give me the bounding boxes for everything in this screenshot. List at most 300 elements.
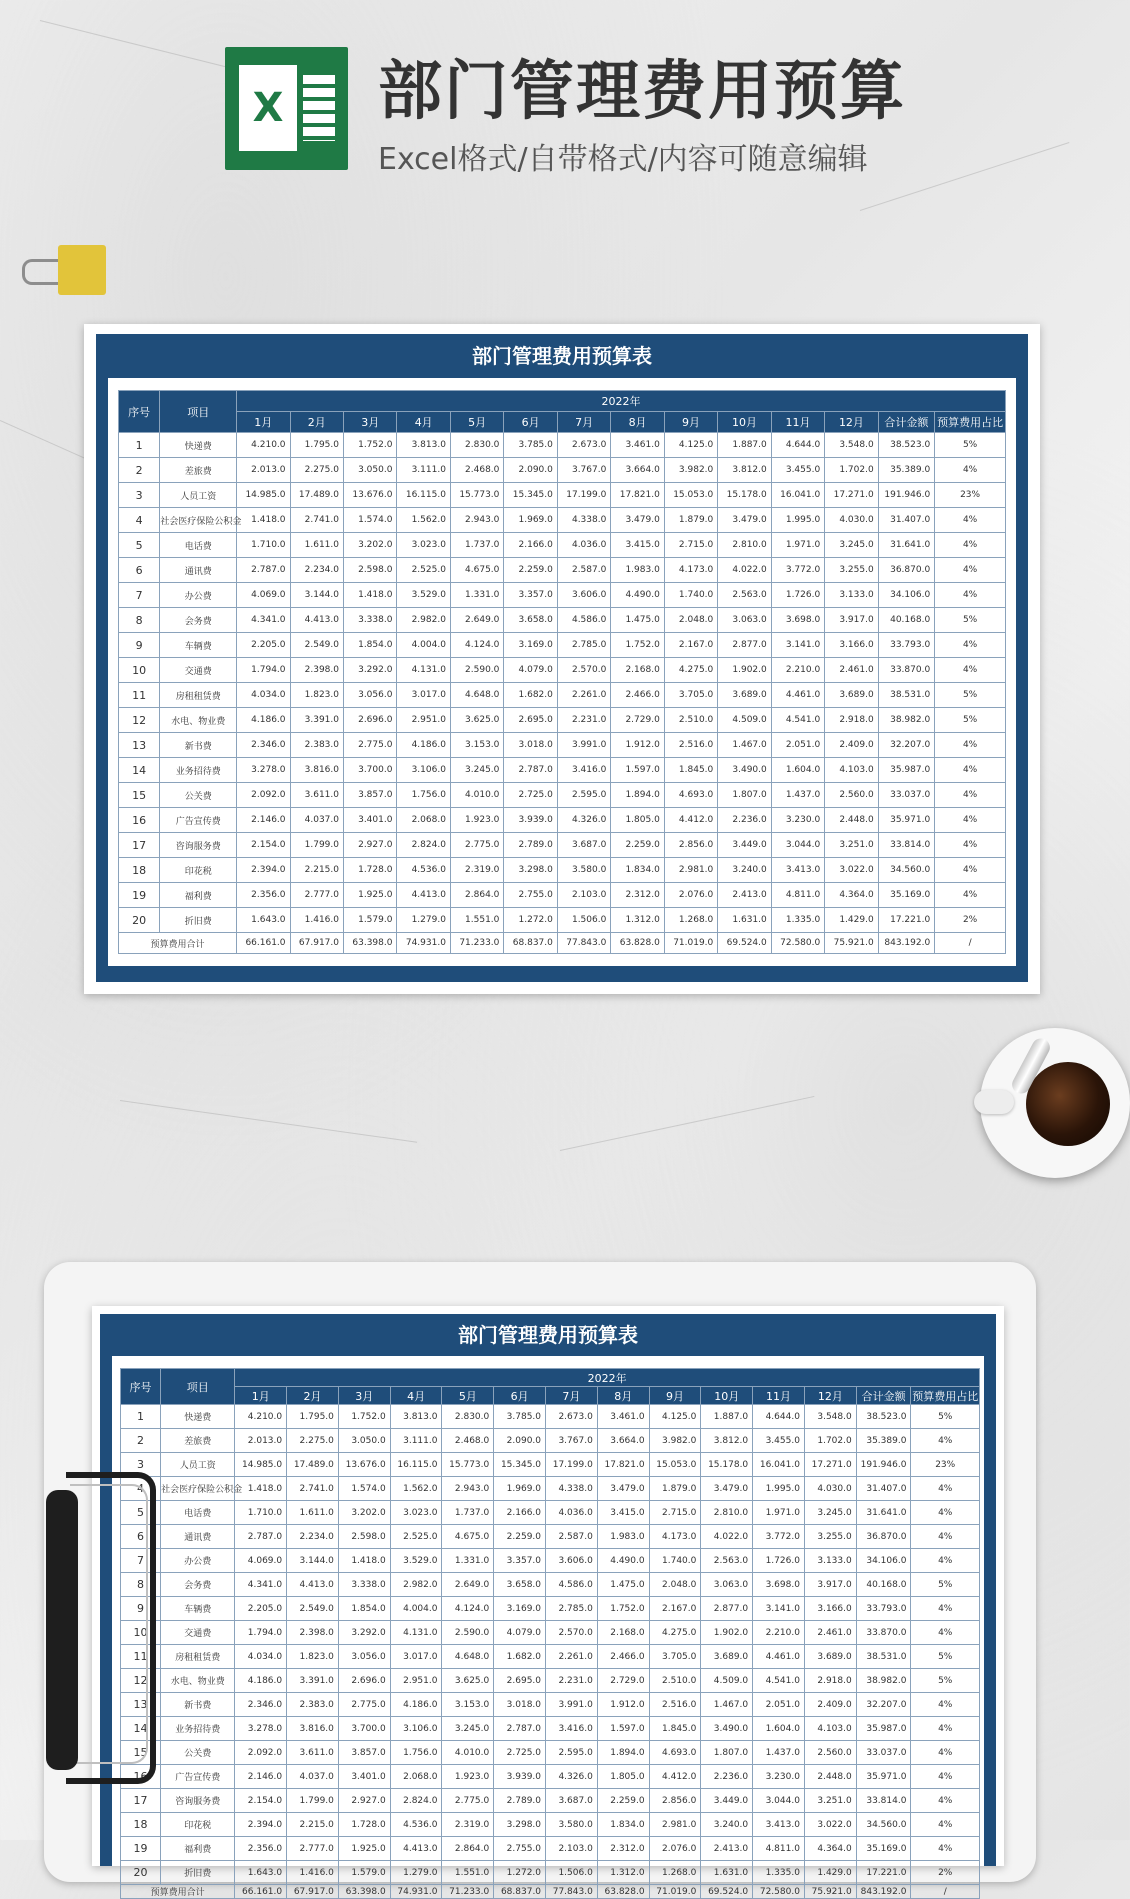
month-value-cell: 3.658.0 xyxy=(504,608,557,633)
month-value-cell: 2.210.0 xyxy=(771,658,824,683)
row-index: 5 xyxy=(119,533,160,558)
row-index: 9 xyxy=(121,1597,161,1621)
month-value-cell: 2.755.0 xyxy=(494,1837,546,1861)
row-item-name: 福利费 xyxy=(160,883,237,908)
month-value-cell: 1.597.0 xyxy=(597,1717,649,1741)
grand-total-cell: 843.192.0 xyxy=(878,933,935,954)
month-value-cell: 2.777.0 xyxy=(287,1837,339,1861)
row-index: 15 xyxy=(119,783,160,808)
month-value-cell: 4.648.0 xyxy=(442,1645,494,1669)
month-value-cell: 4.010.0 xyxy=(442,1741,494,1765)
month-value-cell: 4.131.0 xyxy=(390,1621,442,1645)
col-header-month: 10月 xyxy=(718,412,771,433)
row-ratio-cell: 4% xyxy=(911,1477,980,1501)
month-value-cell: 17.199.0 xyxy=(546,1453,598,1477)
month-value-cell: 1.551.0 xyxy=(450,908,503,933)
row-total-cell: 38.523.0 xyxy=(878,433,935,458)
row-total-cell: 34.560.0 xyxy=(856,1813,911,1837)
month-value-cell: 3.548.0 xyxy=(825,433,878,458)
month-value-cell: 1.879.0 xyxy=(664,508,717,533)
clipboard-clip-icon xyxy=(44,1472,156,1772)
table-row xyxy=(121,1525,980,1549)
month-value-cell: 2.383.0 xyxy=(290,733,343,758)
month-value-cell: 2.856.0 xyxy=(649,1789,701,1813)
row-item-name: 印花税 xyxy=(160,858,237,883)
row-index: 15 xyxy=(121,1741,161,1765)
month-value-cell: 3.625.0 xyxy=(442,1669,494,1693)
month-value-cell: 1.795.0 xyxy=(290,433,343,458)
row-index: 10 xyxy=(121,1621,161,1645)
month-value-cell: 1.805.0 xyxy=(611,808,664,833)
row-item-name: 电话费 xyxy=(160,533,237,558)
row-total-cell: 33.793.0 xyxy=(856,1597,911,1621)
month-value-cell: 2.205.0 xyxy=(237,633,290,658)
row-ratio-cell: 23% xyxy=(911,1453,980,1477)
table-row xyxy=(121,1741,980,1765)
month-value-cell: 2.076.0 xyxy=(649,1837,701,1861)
month-value-cell: 2.146.0 xyxy=(235,1765,287,1789)
month-value-cell: 2.346.0 xyxy=(235,1693,287,1717)
month-value-cell: 1.728.0 xyxy=(338,1813,390,1837)
month-value-cell: 4.037.0 xyxy=(287,1765,339,1789)
marble-vein xyxy=(40,20,234,69)
month-total-cell: 66.161.0 xyxy=(237,933,290,954)
month-value-cell: 1.726.0 xyxy=(771,583,824,608)
month-value-cell: 4.034.0 xyxy=(237,683,290,708)
month-value-cell: 4.364.0 xyxy=(825,883,878,908)
month-value-cell: 2.595.0 xyxy=(546,1741,598,1765)
month-value-cell: 2.409.0 xyxy=(825,733,878,758)
row-index: 19 xyxy=(119,883,160,908)
month-value-cell: 13.676.0 xyxy=(338,1453,390,1477)
month-value-cell: 3.705.0 xyxy=(664,683,717,708)
row-ratio-cell: 2% xyxy=(911,1861,980,1885)
month-value-cell: 1.969.0 xyxy=(504,508,557,533)
month-value-cell: 3.813.0 xyxy=(390,1405,442,1429)
row-index: 10 xyxy=(119,658,160,683)
month-value-cell: 17.821.0 xyxy=(597,1453,649,1477)
month-value-cell: 2.215.0 xyxy=(287,1813,339,1837)
month-value-cell: 4.069.0 xyxy=(237,583,290,608)
month-value-cell: 15.053.0 xyxy=(649,1453,701,1477)
month-value-cell: 1.710.0 xyxy=(235,1501,287,1525)
month-value-cell: 4.509.0 xyxy=(701,1669,753,1693)
month-value-cell: 4.644.0 xyxy=(771,433,824,458)
month-value-cell: 2.076.0 xyxy=(664,883,717,908)
month-value-cell: 2.356.0 xyxy=(237,883,290,908)
month-value-cell: 3.529.0 xyxy=(390,1549,442,1573)
row-index: 17 xyxy=(119,833,160,858)
table-row xyxy=(121,1501,980,1525)
month-value-cell: 4.210.0 xyxy=(237,433,290,458)
table-row xyxy=(119,633,1006,658)
month-value-cell: 1.726.0 xyxy=(753,1549,805,1573)
month-total-cell: 71.019.0 xyxy=(649,1885,701,1899)
table-row xyxy=(119,908,1006,933)
month-total-cell: 68.837.0 xyxy=(494,1885,546,1899)
row-total-cell: 38.531.0 xyxy=(878,683,935,708)
month-value-cell: 2.715.0 xyxy=(664,533,717,558)
month-value-cell: 1.437.0 xyxy=(753,1741,805,1765)
row-index: 11 xyxy=(121,1645,161,1669)
month-value-cell: 3.357.0 xyxy=(504,583,557,608)
month-value-cell: 1.902.0 xyxy=(701,1621,753,1645)
month-total-cell: 71.233.0 xyxy=(450,933,503,954)
row-index: 2 xyxy=(121,1429,161,1453)
month-value-cell: 2.090.0 xyxy=(504,458,557,483)
month-value-cell: 4.275.0 xyxy=(664,658,717,683)
month-value-cell: 1.912.0 xyxy=(597,1693,649,1717)
month-value-cell: 1.335.0 xyxy=(753,1861,805,1885)
row-item-name: 车辆费 xyxy=(160,633,237,658)
month-value-cell: 3.461.0 xyxy=(611,433,664,458)
row-index: 1 xyxy=(119,433,160,458)
row-ratio-cell: 4% xyxy=(911,1429,980,1453)
row-ratio-cell: 4% xyxy=(935,508,1006,533)
month-value-cell: 3.785.0 xyxy=(504,433,557,458)
row-index: 6 xyxy=(119,558,160,583)
month-value-cell: 4.034.0 xyxy=(235,1645,287,1669)
row-item-name: 快递费 xyxy=(161,1405,235,1429)
month-value-cell: 4.412.0 xyxy=(649,1765,701,1789)
table-row xyxy=(121,1573,980,1597)
col-header-month: 11月 xyxy=(753,1387,805,1405)
month-value-cell: 3.255.0 xyxy=(804,1525,856,1549)
row-item-name: 新书费 xyxy=(161,1693,235,1717)
month-value-cell: 2.231.0 xyxy=(557,708,610,733)
month-value-cell: 3.245.0 xyxy=(804,1501,856,1525)
row-item-name: 电话费 xyxy=(161,1501,235,1525)
month-value-cell: 1.418.0 xyxy=(343,583,396,608)
month-value-cell: 15.773.0 xyxy=(450,483,503,508)
month-value-cell: 1.925.0 xyxy=(343,883,396,908)
month-value-cell: 2.146.0 xyxy=(237,808,290,833)
month-value-cell: 2.570.0 xyxy=(546,1621,598,1645)
row-ratio-cell: 4% xyxy=(935,783,1006,808)
month-value-cell: 1.437.0 xyxy=(771,783,824,808)
month-value-cell: 1.834.0 xyxy=(597,1813,649,1837)
month-value-cell: 2.755.0 xyxy=(504,883,557,908)
month-value-cell: 3.479.0 xyxy=(597,1477,649,1501)
month-value-cell: 1.912.0 xyxy=(611,733,664,758)
month-value-cell: 2.982.0 xyxy=(397,608,450,633)
month-value-cell: 2.695.0 xyxy=(504,708,557,733)
month-value-cell: 4.186.0 xyxy=(397,733,450,758)
month-value-cell: 2.167.0 xyxy=(664,633,717,658)
month-value-cell: 1.574.0 xyxy=(343,508,396,533)
row-ratio-cell: 4% xyxy=(911,1717,980,1741)
row-total-cell: 33.870.0 xyxy=(878,658,935,683)
month-value-cell: 3.991.0 xyxy=(557,733,610,758)
table-row xyxy=(121,1765,980,1789)
month-value-cell: 2.951.0 xyxy=(397,708,450,733)
month-value-cell: 4.069.0 xyxy=(235,1549,287,1573)
month-value-cell: 2.398.0 xyxy=(287,1621,339,1645)
month-value-cell: 2.236.0 xyxy=(701,1765,753,1789)
month-value-cell: 2.927.0 xyxy=(338,1789,390,1813)
month-value-cell: 3.529.0 xyxy=(397,583,450,608)
row-ratio-cell: 4% xyxy=(935,583,1006,608)
month-value-cell: 1.894.0 xyxy=(597,1741,649,1765)
month-value-cell: 1.752.0 xyxy=(338,1405,390,1429)
month-value-cell: 2.810.0 xyxy=(701,1501,753,1525)
month-value-cell: 2.448.0 xyxy=(804,1765,856,1789)
row-item-name: 快递费 xyxy=(160,433,237,458)
month-value-cell: 15.053.0 xyxy=(664,483,717,508)
month-value-cell: 1.737.0 xyxy=(450,533,503,558)
month-value-cell: 3.401.0 xyxy=(343,808,396,833)
month-value-cell: 2.051.0 xyxy=(753,1693,805,1717)
month-value-cell: 3.461.0 xyxy=(597,1405,649,1429)
month-value-cell: 3.133.0 xyxy=(825,583,878,608)
row-total-cell: 191.946.0 xyxy=(856,1453,911,1477)
month-value-cell: 2.570.0 xyxy=(557,658,610,683)
row-item-name: 新书费 xyxy=(160,733,237,758)
month-value-cell: 4.037.0 xyxy=(290,808,343,833)
row-item-name: 交通费 xyxy=(160,658,237,683)
month-value-cell: 1.794.0 xyxy=(235,1621,287,1645)
month-value-cell: 3.416.0 xyxy=(557,758,610,783)
month-value-cell: 2.982.0 xyxy=(390,1573,442,1597)
month-value-cell: 1.429.0 xyxy=(804,1861,856,1885)
month-value-cell: 1.710.0 xyxy=(237,533,290,558)
month-value-cell: 15.773.0 xyxy=(442,1453,494,1477)
month-value-cell: 3.169.0 xyxy=(504,633,557,658)
month-value-cell: 3.606.0 xyxy=(546,1549,598,1573)
month-value-cell: 4.586.0 xyxy=(557,608,610,633)
month-value-cell: 2.154.0 xyxy=(235,1789,287,1813)
row-ratio-cell: 5% xyxy=(911,1573,980,1597)
row-index: 16 xyxy=(119,808,160,833)
month-value-cell: 2.775.0 xyxy=(442,1789,494,1813)
month-value-cell: 1.854.0 xyxy=(338,1597,390,1621)
row-ratio-cell: 4% xyxy=(911,1525,980,1549)
month-value-cell: 1.643.0 xyxy=(237,908,290,933)
month-value-cell: 2.673.0 xyxy=(557,433,610,458)
month-total-cell: 69.524.0 xyxy=(718,933,771,954)
month-value-cell: 1.983.0 xyxy=(611,558,664,583)
month-value-cell: 4.341.0 xyxy=(235,1573,287,1597)
month-value-cell: 3.153.0 xyxy=(450,733,503,758)
month-value-cell: 2.673.0 xyxy=(546,1405,598,1429)
row-ratio-cell: 4% xyxy=(911,1741,980,1765)
month-value-cell: 2.346.0 xyxy=(237,733,290,758)
row-index: 14 xyxy=(119,758,160,783)
month-value-cell: 1.752.0 xyxy=(597,1597,649,1621)
row-index: 17 xyxy=(121,1789,161,1813)
row-index: 2 xyxy=(119,458,160,483)
month-value-cell: 4.010.0 xyxy=(450,783,503,808)
month-value-cell: 3.813.0 xyxy=(397,433,450,458)
month-value-cell: 1.887.0 xyxy=(701,1405,753,1429)
month-value-cell: 1.845.0 xyxy=(649,1717,701,1741)
month-value-cell: 2.981.0 xyxy=(664,858,717,883)
month-value-cell: 1.845.0 xyxy=(664,758,717,783)
month-value-cell: 2.051.0 xyxy=(771,733,824,758)
month-value-cell: 2.725.0 xyxy=(494,1741,546,1765)
month-value-cell: 3.023.0 xyxy=(397,533,450,558)
col-header-month: 7月 xyxy=(546,1387,598,1405)
month-value-cell: 3.490.0 xyxy=(701,1717,753,1741)
month-value-cell: 1.604.0 xyxy=(753,1717,805,1741)
table-row xyxy=(121,1813,980,1837)
month-value-cell: 3.133.0 xyxy=(804,1549,856,1573)
row-total-cell: 35.389.0 xyxy=(856,1429,911,1453)
month-value-cell: 1.740.0 xyxy=(649,1549,701,1573)
month-value-cell: 4.103.0 xyxy=(804,1717,856,1741)
month-value-cell: 1.467.0 xyxy=(718,733,771,758)
month-value-cell: 4.693.0 xyxy=(649,1741,701,1765)
row-item-name: 业务招待费 xyxy=(161,1717,235,1741)
month-total-cell: 74.931.0 xyxy=(397,933,450,954)
month-value-cell: 2.461.0 xyxy=(804,1621,856,1645)
month-value-cell: 1.752.0 xyxy=(343,433,396,458)
month-value-cell: 2.510.0 xyxy=(649,1669,701,1693)
month-value-cell: 3.017.0 xyxy=(397,683,450,708)
row-item-name: 咨询服务费 xyxy=(161,1789,235,1813)
month-value-cell: 2.598.0 xyxy=(338,1525,390,1549)
row-ratio-cell: 4% xyxy=(911,1789,980,1813)
month-value-cell: 2.154.0 xyxy=(237,833,290,858)
row-ratio-cell: 5% xyxy=(935,708,1006,733)
row-index: 12 xyxy=(121,1669,161,1693)
month-value-cell: 3.982.0 xyxy=(664,458,717,483)
month-value-cell: 2.856.0 xyxy=(664,833,717,858)
month-value-cell: 3.240.0 xyxy=(701,1813,753,1837)
month-value-cell: 2.383.0 xyxy=(287,1693,339,1717)
month-value-cell: 3.449.0 xyxy=(701,1789,753,1813)
row-ratio-cell: 5% xyxy=(935,433,1006,458)
month-total-cell: 63.828.0 xyxy=(597,1885,649,1899)
month-value-cell: 2.275.0 xyxy=(287,1429,339,1453)
row-total-cell: 35.987.0 xyxy=(878,758,935,783)
month-value-cell: 2.824.0 xyxy=(390,1789,442,1813)
row-total-cell: 33.037.0 xyxy=(856,1741,911,1765)
col-header-total: 合计金额 xyxy=(878,412,935,433)
col-header-item: 项目 xyxy=(161,1369,235,1405)
month-value-cell: 4.413.0 xyxy=(390,1837,442,1861)
row-total-cell: 32.207.0 xyxy=(856,1693,911,1717)
month-value-cell: 4.413.0 xyxy=(397,883,450,908)
col-header-month: 6月 xyxy=(494,1387,546,1405)
budget-table xyxy=(118,390,1006,954)
month-value-cell: 17.271.0 xyxy=(804,1453,856,1477)
month-value-cell: 15.178.0 xyxy=(718,483,771,508)
month-value-cell: 2.877.0 xyxy=(718,633,771,658)
month-value-cell: 3.687.0 xyxy=(546,1789,598,1813)
month-total-cell: 75.921.0 xyxy=(825,933,878,954)
month-value-cell: 4.536.0 xyxy=(397,858,450,883)
excel-grid-icon xyxy=(303,75,335,141)
month-value-cell: 3.689.0 xyxy=(701,1645,753,1669)
month-total-cell: 66.161.0 xyxy=(235,1885,287,1899)
month-value-cell: 2.013.0 xyxy=(237,458,290,483)
month-value-cell: 1.995.0 xyxy=(771,508,824,533)
binder-clip-icon xyxy=(22,245,112,295)
month-value-cell: 2.068.0 xyxy=(390,1765,442,1789)
month-value-cell: 2.167.0 xyxy=(649,1597,701,1621)
month-value-cell: 3.816.0 xyxy=(290,758,343,783)
month-value-cell: 1.272.0 xyxy=(494,1861,546,1885)
row-item-name: 人员工资 xyxy=(161,1453,235,1477)
month-value-cell: 3.106.0 xyxy=(390,1717,442,1741)
month-value-cell: 4.326.0 xyxy=(557,808,610,833)
row-ratio-cell: 5% xyxy=(935,683,1006,708)
month-value-cell: 2.461.0 xyxy=(825,658,878,683)
month-value-cell: 2.590.0 xyxy=(442,1621,494,1645)
month-value-cell: 14.985.0 xyxy=(235,1453,287,1477)
month-value-cell: 1.331.0 xyxy=(450,583,503,608)
row-item-name: 公关费 xyxy=(160,783,237,808)
sheet-frame xyxy=(96,334,1028,982)
month-value-cell: 2.741.0 xyxy=(287,1477,339,1501)
month-value-cell: 2.215.0 xyxy=(290,858,343,883)
row-ratio-cell: 5% xyxy=(935,608,1006,633)
col-header-month: 5月 xyxy=(450,412,503,433)
month-value-cell: 3.141.0 xyxy=(753,1597,805,1621)
row-index: 11 xyxy=(119,683,160,708)
month-value-cell: 2.413.0 xyxy=(718,883,771,908)
row-item-name: 差旅费 xyxy=(161,1429,235,1453)
month-value-cell: 3.689.0 xyxy=(804,1645,856,1669)
month-value-cell: 3.278.0 xyxy=(237,758,290,783)
month-value-cell: 4.326.0 xyxy=(546,1765,598,1789)
month-total-cell: 69.524.0 xyxy=(701,1885,753,1899)
month-value-cell: 2.729.0 xyxy=(611,708,664,733)
month-value-cell: 3.240.0 xyxy=(718,858,771,883)
col-header-month: 2月 xyxy=(290,412,343,433)
col-header-month: 11月 xyxy=(771,412,824,433)
month-value-cell: 2.516.0 xyxy=(649,1693,701,1717)
month-value-cell: 1.969.0 xyxy=(494,1477,546,1501)
row-item-name: 折旧费 xyxy=(160,908,237,933)
month-value-cell: 3.687.0 xyxy=(557,833,610,858)
grand-total-cell: 843.192.0 xyxy=(856,1885,911,1899)
row-item-name: 办公费 xyxy=(160,583,237,608)
row-total-cell: 17.221.0 xyxy=(878,908,935,933)
month-value-cell: 2.092.0 xyxy=(237,783,290,808)
month-value-cell: 2.259.0 xyxy=(504,558,557,583)
month-value-cell: 1.506.0 xyxy=(546,1861,598,1885)
table-row xyxy=(119,758,1006,783)
month-value-cell: 2.785.0 xyxy=(546,1597,598,1621)
month-value-cell: 2.918.0 xyxy=(804,1669,856,1693)
month-value-cell: 2.048.0 xyxy=(664,608,717,633)
table-row xyxy=(121,1717,980,1741)
month-value-cell: 1.756.0 xyxy=(390,1741,442,1765)
row-ratio-cell: 4% xyxy=(911,1621,980,1645)
month-total-cell: 63.398.0 xyxy=(338,1885,390,1899)
month-value-cell: 4.030.0 xyxy=(804,1477,856,1501)
row-ratio-cell: 4% xyxy=(911,1501,980,1525)
month-value-cell: 3.292.0 xyxy=(343,658,396,683)
month-value-cell: 2.789.0 xyxy=(494,1789,546,1813)
month-value-cell: 3.415.0 xyxy=(597,1501,649,1525)
month-value-cell: 2.510.0 xyxy=(664,708,717,733)
month-value-cell: 2.877.0 xyxy=(701,1597,753,1621)
month-value-cell: 2.741.0 xyxy=(290,508,343,533)
month-value-cell: 3.479.0 xyxy=(718,508,771,533)
table-row xyxy=(119,658,1006,683)
month-value-cell: 1.702.0 xyxy=(825,458,878,483)
month-value-cell: 3.245.0 xyxy=(442,1717,494,1741)
month-value-cell: 2.830.0 xyxy=(442,1405,494,1429)
row-ratio-cell: 4% xyxy=(935,533,1006,558)
month-value-cell: 4.413.0 xyxy=(287,1573,339,1597)
row-index: 7 xyxy=(121,1549,161,1573)
month-value-cell: 1.506.0 xyxy=(557,908,610,933)
row-total-cell: 38.523.0 xyxy=(856,1405,911,1429)
